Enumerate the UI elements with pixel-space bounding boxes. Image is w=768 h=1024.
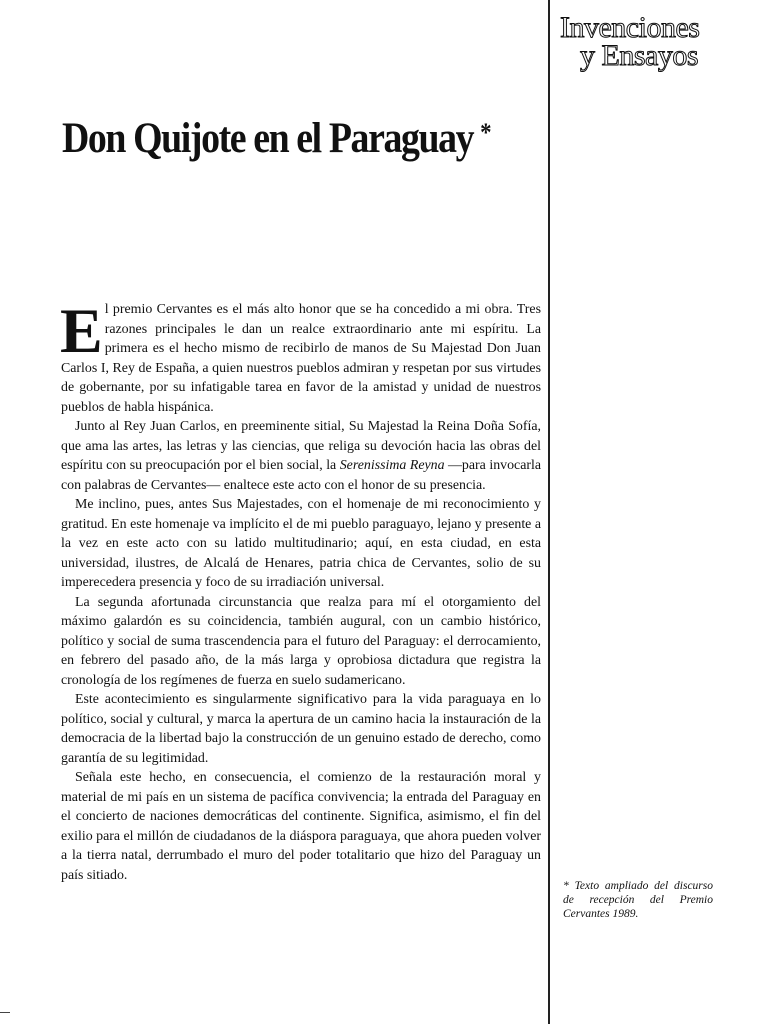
paragraph-3: Me inclino, pues, antes Sus Majestades, con el homenaje de mi reconocimiento y gratitud. En este homenaje va implícito el de mi pueblo paraguayo, lejano y presente a la vez en este acto con su latido multitudinario; aquí, en esta ciudad, en esta universidad, ilustres, de Alcalá de Henares, patria chica de Cervantes, solio de su imperecedera presencia y foco de su irradiación universal. bbox=[61, 497, 541, 590]
paragraph-2 bbox=[61, 417, 541, 495]
page-edge-mark bbox=[0, 1012, 10, 1013]
footnote-mark: * bbox=[563, 880, 569, 892]
article-title bbox=[62, 114, 490, 163]
paragraph-1 bbox=[60, 295, 541, 417]
paragraph-2-italic: Serenissima Reyna bbox=[339, 458, 445, 473]
article-title-text: Don Quijote en el Paraguay bbox=[62, 115, 474, 162]
column-divider bbox=[548, 0, 550, 1024]
paragraph-6: Señala este hecho, en consecuencia, el comienzo de la restauración moral y material de mi país en un sistema de pacífica convivencia; la entrada del Paraguay en el concierto de naciones democráticas del continente. Significa, asimismo, el fin del exilio para el millón de ciudadanos de la diáspora paraguaya, que ahora pueden volver a la tierra natal, derrumbado el muro del poder totalitario que hizo del Paraguay un país sitiado. bbox=[61, 770, 541, 883]
paragraph-2-text-a: Junto al Rey Juan Carlos, en preeminente sitial, Su Majestad la Reina Doña Sofía, que ama las artes, las letras y las ciencias, que religa su devoción hacia las obras del espíritu con su preocupación por el bien social, la bbox=[61, 419, 541, 473]
drop-cap: E bbox=[60, 295, 103, 366]
title-footnote-mark: * bbox=[480, 118, 491, 147]
paragraph-4: La segunda afortunada circunstancia que realza para mí el otorgamiento del máximo galardón es su coincidencia, también augural, con un cambio histórico, político y social de suma trascendencia para el futuro del Paraguay: el derrocamiento, en febrero del pasado año, de la más larga y oprobiosa dictadura que registra la cronología de los regímenes de fuerza en suelo sudamericano. bbox=[61, 594, 541, 688]
section-logo-line2: y Ensayos bbox=[580, 39, 698, 72]
article-body bbox=[60, 295, 542, 885]
paragraph-5: Este acontecimiento es singularmente significativo para la vida paraguaya en lo político, social y cultural, y marca la apertura de un camino hacia la instauración de la democracia de la libertad bajo la construcción de un genuino estado de derecho, como garantía de su legitimidad. bbox=[61, 692, 541, 766]
section-logo bbox=[560, 11, 760, 72]
paragraph-1-text: l premio Cervantes es el más alto honor que se ha concedido a mi obra. Tres razones principales le dan un realce extraordinario ante mi espíritu. La primera es el hecho mismo de recibirlo de manos de Su Majestad Don Juan Carlos I, Rey de España, a quien nuestros pueblos admiran y respetan por sus virtudes de gobernante, por su infatigable tarea en favor de la amistad y unidad de nuestros pueblos de habla hispánica. bbox=[61, 302, 541, 415]
footnote-text: Texto ampliado del discurso de recepción del Premio Cervantes 1989. bbox=[563, 880, 714, 920]
paragraph-2-text-b: —para invocarla con palabras de Cervantes— enaltece este acto con el honor de su presencia. bbox=[61, 458, 542, 493]
section-logo-line1: Invenciones bbox=[560, 11, 700, 44]
footnote bbox=[563, 879, 713, 921]
